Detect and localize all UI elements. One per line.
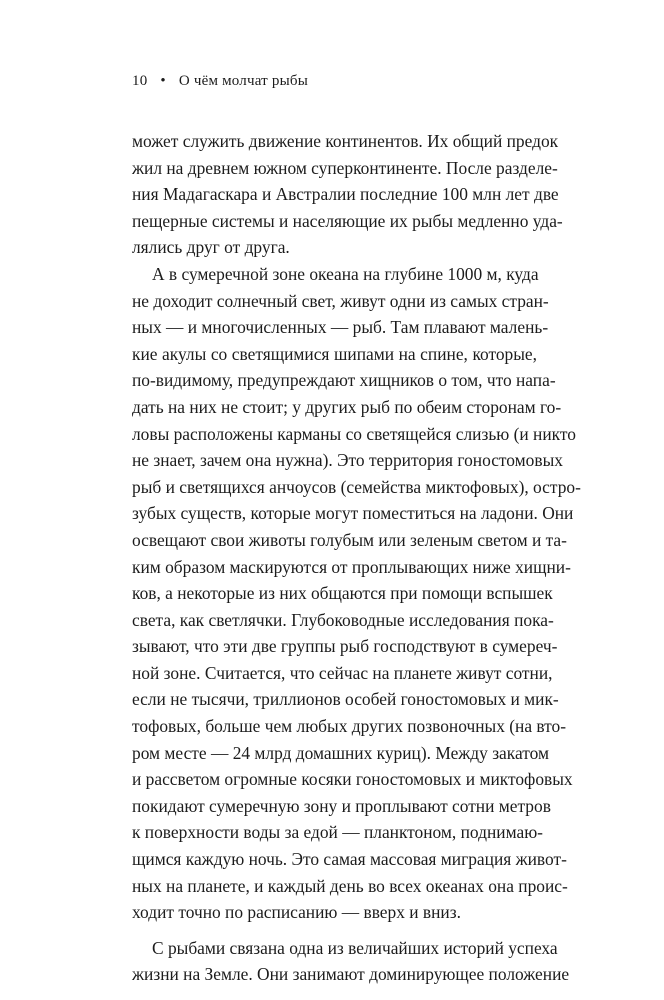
body-text: [132, 128, 581, 988]
running-header: [132, 73, 308, 90]
text-line: ким образом маскируются от проплывающих ниже хищни-: [132, 556, 571, 577]
text-line: рыб и светящихся анчоусов (семейства миктофовых), остро-: [132, 476, 581, 497]
text-line: ных на планете, и каждый день во всех океанах она проис-: [132, 875, 568, 896]
text-line: ловы расположены карманы со светящейся слизью (и никто: [132, 423, 576, 444]
text-line: зывают, что эти две группы рыб господствуют в сумереч-: [132, 636, 558, 657]
text-line: ных — и многочисленных — рыб. Там плавают малень-: [132, 317, 549, 338]
text-line: не знает, зачем она нужна). Это территория гоностомовых: [132, 450, 563, 471]
paragraph: [132, 261, 581, 926]
text-line: ков, а некоторые из них общаются при помощи вспышек: [132, 583, 553, 604]
text-line: С рыбами связана одна из величайших историй успеха: [152, 937, 558, 958]
text-line: пещерные системы и населяющие их рыбы медленно уда-: [132, 210, 563, 231]
text-line: лялись друг от друга.: [132, 237, 290, 258]
paragraph: [132, 128, 563, 261]
text-line: дать на них не стоит; у других рыб по обеим сторонам го-: [132, 396, 562, 417]
text-line: может служить движение континентов. Их общий предок: [132, 131, 559, 151]
text-line: ния Мадагаскара и Австралии последние 100 млн лет две: [132, 184, 559, 205]
text-line: зубых существ, которые могут поместиться на ладони. Они: [132, 503, 574, 524]
text-line: тофовых, больше чем любых других позвоночных (на вто-: [132, 716, 567, 737]
text-line: и рассветом огромные косяки гоностомовых и миктофовых: [132, 769, 573, 790]
text-line: покидают сумеречную зону и проплывают сотни метров: [132, 795, 551, 816]
text-line: ром месте — 24 млрд домашних куриц). Между закатом: [132, 742, 549, 763]
text-line: жил на древнем южном суперконтиненте. После разделе-: [132, 157, 558, 178]
text-line: если не тысячи, триллионов особей гоностомовых и мик-: [132, 689, 559, 710]
page-number: 10: [132, 73, 148, 89]
text-line: кие акулы со светящимися шипами на спине, которые,: [132, 343, 537, 364]
text-line: щимся каждую ночь. Это самая массовая миграция живот-: [132, 849, 567, 870]
paragraph: [132, 935, 570, 988]
paragraph-gap: [132, 926, 537, 935]
book-title: О чём молчат рыбы: [178, 73, 308, 89]
text-line: не доходит солнечный свет, живут одни из самых стран-: [132, 290, 549, 311]
text-line: освещают свои животы голубым или зеленым светом и та-: [132, 529, 567, 550]
text-line: по-видимому, предупреждают хищников о том, что напа-: [132, 370, 556, 391]
text-line: ходит точно по расписанию — вверх и вниз.: [132, 902, 461, 923]
text-line: жизни на Земле. Они занимают доминирующее положение: [132, 964, 570, 985]
text-line: света, как светлячки. Глубоководные исследования пока-: [132, 609, 554, 630]
text-line: к поверхности воды за едой — планктоном, поднимаю-: [132, 822, 543, 843]
header-separator: •: [160, 73, 166, 89]
text-line: ной зоне. Считается, что сейчас на планете живут сотни,: [132, 662, 553, 683]
text-line: А в сумеречной зоне океана на глубине 1000 м, куда: [152, 263, 539, 284]
